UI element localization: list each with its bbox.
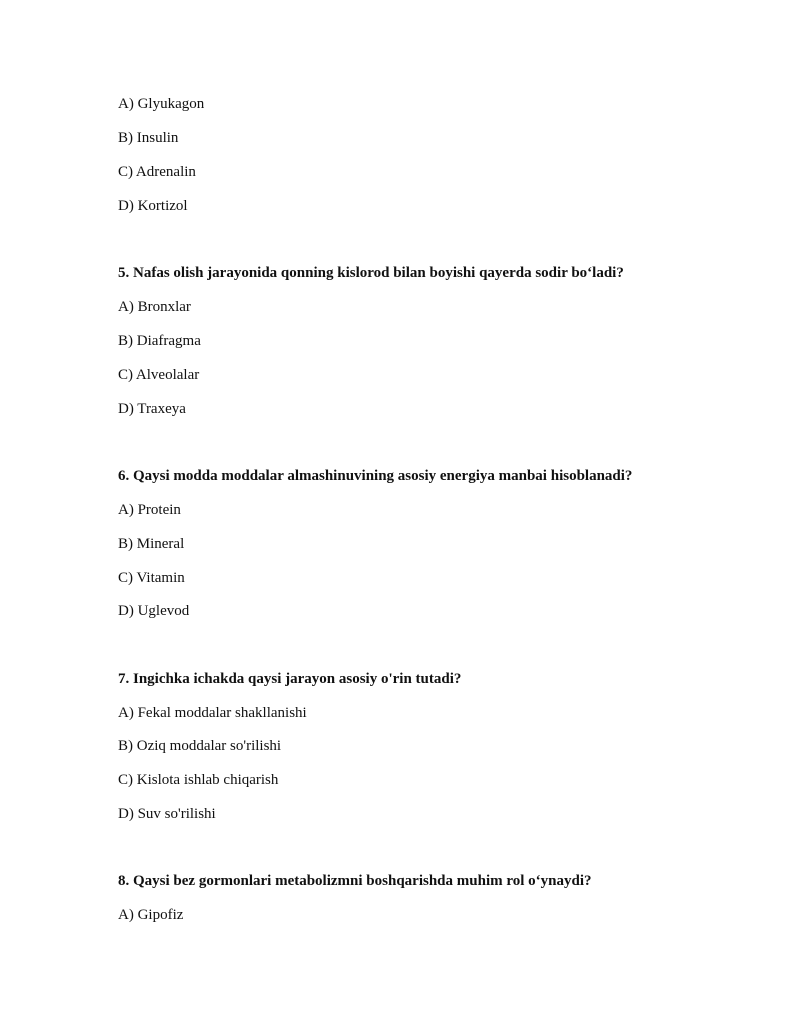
option-d: D) Suv so'rilishi <box>118 806 216 822</box>
option-a: A) Protein <box>118 502 181 518</box>
option-a: A) Gipofiz <box>118 907 184 923</box>
option-c: C) Kislota ishlab chiqarish <box>118 772 279 788</box>
option-a: A) Fekal moddalar shakllanishi <box>118 705 307 721</box>
option-d: D) Traxeya <box>118 401 186 417</box>
option-a: A) Bronxlar <box>118 299 191 315</box>
option-d: D) Uglevod <box>118 603 190 619</box>
option-a: A) Glyukagon <box>118 96 205 112</box>
question-8: 8. Qaysi bez gormonlari metabolizmni boshqarishda muhim rol oʻynaydi? <box>118 873 592 889</box>
option-b: B) Diafragma <box>118 333 201 349</box>
option-c: C) Alveolalar <box>118 367 200 383</box>
question-6: 6. Qaysi modda moddalar almashinuvining asosiy energiya manbai hisoblanadi? <box>118 468 633 484</box>
option-b: B) Oziq moddalar so'rilishi <box>118 738 282 754</box>
option-b: B) Mineral <box>118 536 185 552</box>
option-c: C) Adrenalin <box>118 164 196 180</box>
option-d: D) Kortizol <box>118 198 188 214</box>
question-7: 7. Ingichka ichakda qaysi jarayon asosiy o'rin tutadi? <box>118 671 462 687</box>
option-b: B) Insulin <box>118 130 179 146</box>
question-5: 5. Nafas olish jarayonida qonning kislorod bilan boyishi qayerda sodir boʻladi? <box>118 265 624 281</box>
option-c: C) Vitamin <box>118 570 185 586</box>
